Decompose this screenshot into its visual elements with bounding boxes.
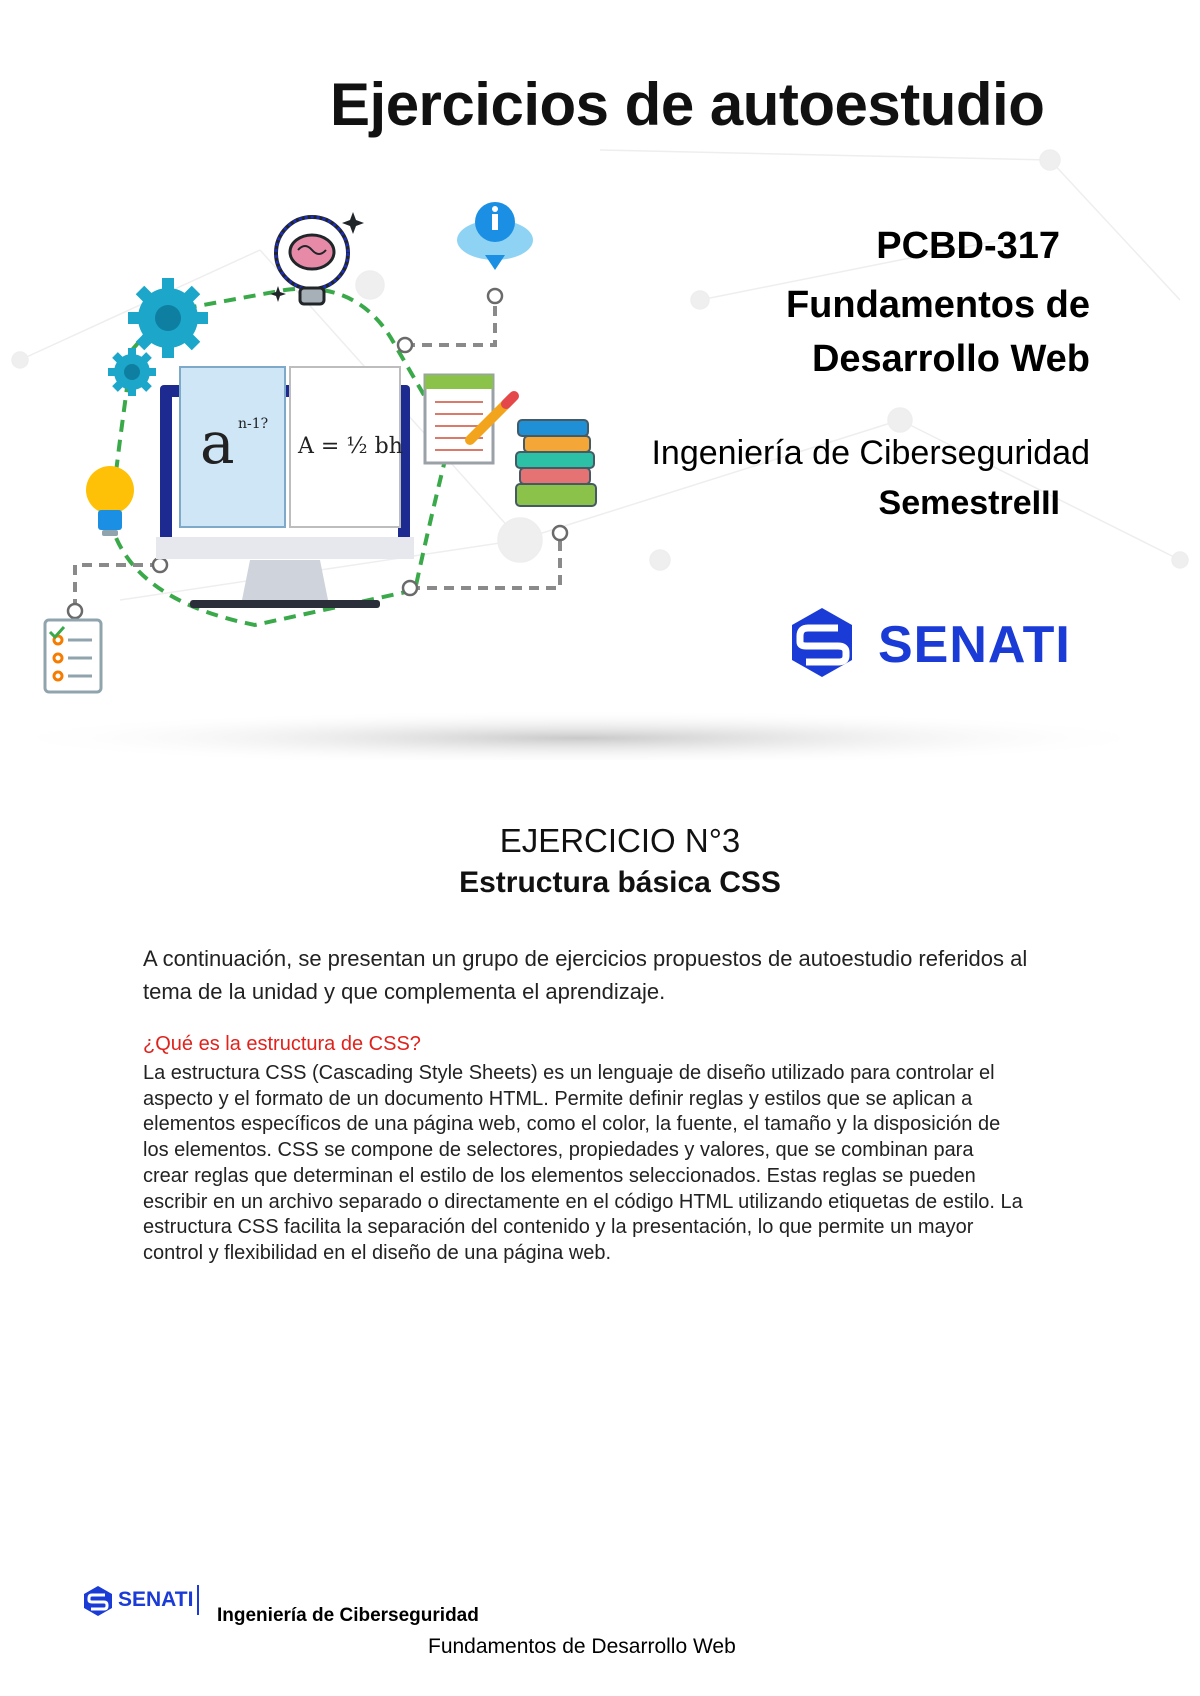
footer-senati-logo-icon bbox=[82, 1585, 114, 1617]
question-heading: ¿Qué es la estructura de CSS? bbox=[143, 1033, 421, 1055]
intro-paragraph: A continuación, se presentan un grupo de ejercicios propuestos de autoestudio referidos al tema de la unidad y que complementa el aprendizaje. bbox=[143, 946, 1028, 1004]
board-formula-right: A = ½ bh bbox=[298, 434, 403, 459]
checklist-icon bbox=[45, 620, 101, 692]
footer-course: Fundamentos de Desarrollo Web bbox=[428, 1635, 736, 1658]
course-name-line2: Desarrollo Web bbox=[811, 338, 1090, 380]
senati-logo-text: SENATI bbox=[878, 616, 1071, 674]
board-formula-left: a bbox=[200, 409, 235, 477]
lightbulb-icon bbox=[86, 466, 134, 536]
course-name-line1: Fundamentos de bbox=[785, 284, 1090, 326]
gear-small-icon bbox=[108, 348, 156, 396]
info-cloud-icon bbox=[457, 202, 533, 270]
exercise-number: EJERCICIO N°3 bbox=[499, 822, 741, 859]
footer-career: Ingeniería de Ciberseguridad bbox=[217, 1605, 479, 1626]
exercise-title: Estructura básica CSS bbox=[459, 866, 781, 899]
body-paragraph: La estructura CSS (Cascading Style Sheets) es un lenguaje de diseño utilizado para controlar el aspecto y el formato de un documento HTML. Permite definir reglas y estilos que se aplican a elementos específicos de una página web, como el color, la fuente, el tamaño y la disposición de los elementos. CSS se compone de selectores, propiedades y valores, que se combinan para crear reglas que determinan el estilo de los elementos seleccionados. Estas reglas se pueden escribir en un archivo separado o directamente en el código HTML utilizando etiquetas de estilo. La estructura CSS facilita la separación del contenido y la presentación, lo que permite un mayor control y flexibilidad en el diseño de una página web. bbox=[143, 1062, 1023, 1264]
senati-logo-icon bbox=[792, 608, 852, 677]
footer-divider bbox=[197, 1585, 199, 1615]
footer-senati-text: SENATI bbox=[118, 1588, 194, 1611]
banner-shadow bbox=[0, 710, 1170, 760]
gear-large-icon bbox=[128, 278, 208, 358]
semester-label: SemestreIII bbox=[878, 484, 1060, 522]
course-name bbox=[786, 278, 1090, 386]
career-name: Ingeniería de Ciberseguridad bbox=[651, 434, 1090, 472]
monitor-icon bbox=[156, 367, 414, 608]
board-formula-exp: n-1? bbox=[238, 416, 269, 432]
page-title: Ejercicios de autoestudio bbox=[330, 71, 1045, 138]
books-icon bbox=[516, 420, 596, 506]
notepad-pencil-icon bbox=[425, 375, 514, 463]
course-code: PCBD-317 bbox=[876, 225, 1060, 267]
